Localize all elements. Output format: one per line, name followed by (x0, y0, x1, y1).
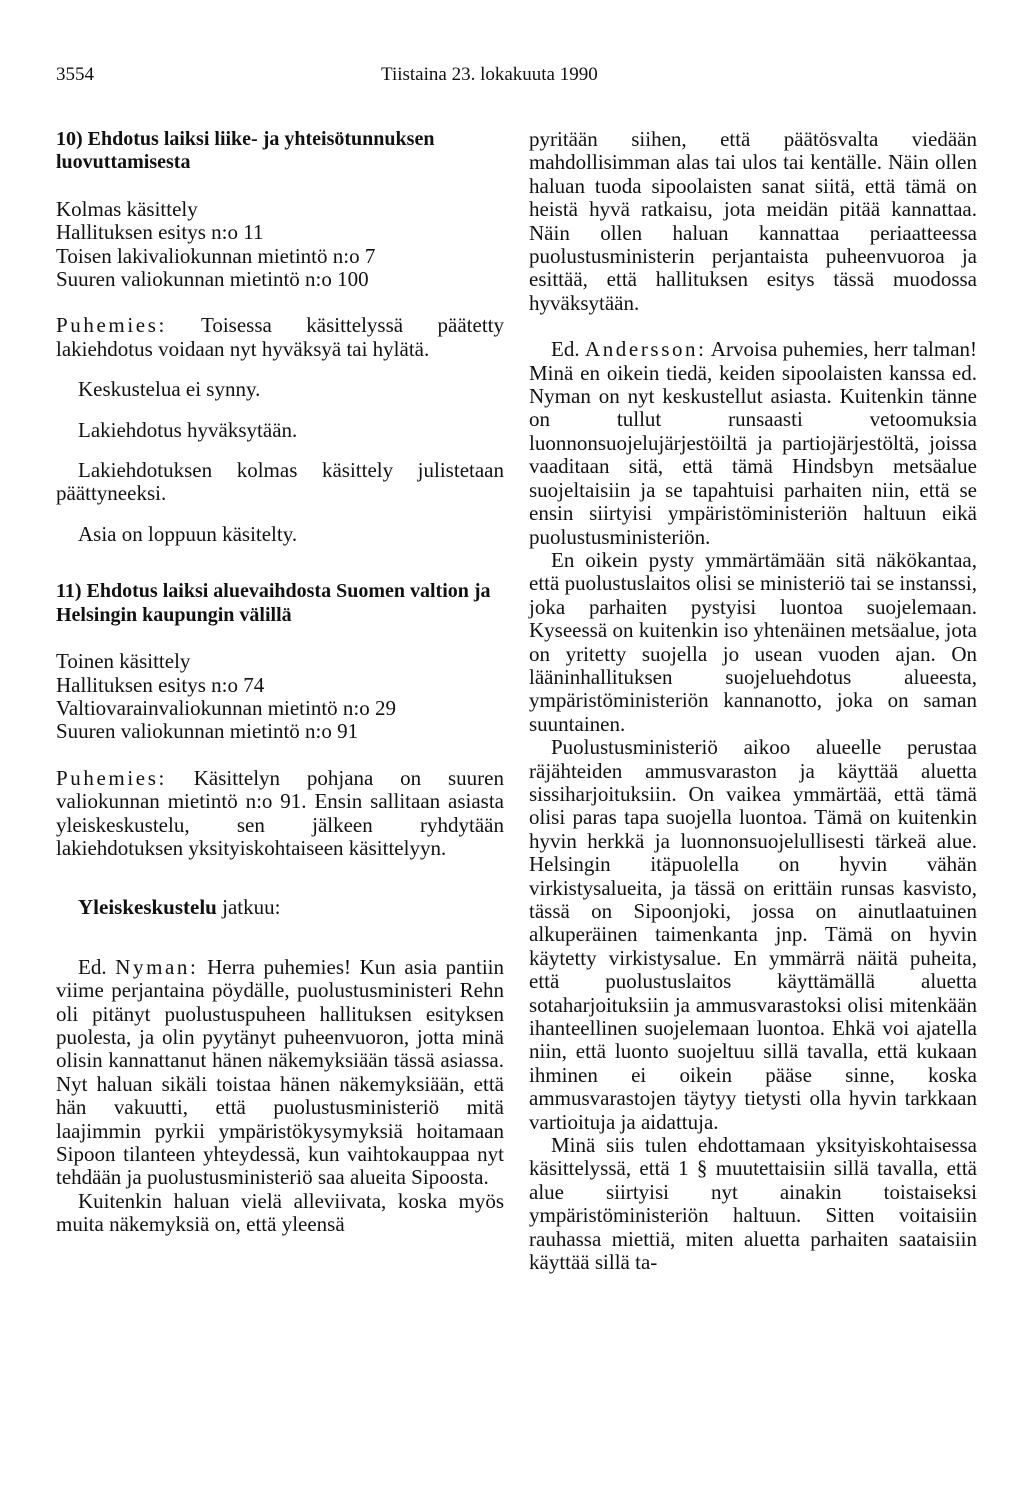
meta-line: Toinen käsittely (56, 649, 191, 674)
andersson-speech (529, 338, 977, 549)
speaker-name: Andersson: (584, 337, 707, 362)
item-10-line: Lakiehdotus hyväksytään. (78, 417, 298, 442)
ed-prefix: Ed. (551, 337, 585, 362)
ed-prefix: Ed. (78, 954, 116, 979)
item-11-meta (56, 650, 504, 744)
speech-text: Herra puhemies! Kun asia pantiin viime perjantaina pöydälle, puolustusministeri Rehn oli pitänyt puolustuspuheen hallituksen esityksen puolesta, ja olin pyytänyt puheenvuoron, jotta minä olisin kannattanut hänen näkemyksiään tässä asiassa. Nyt haluan sikäli toistaa hänen näkemyksiään, että hän vakuutti, että puolustusministeriö mitä laajimmin pyrkii ympäristökysymyksiä hoitamaan Sipoon tilanteen yhteydessä, kun vaihtokauppaa nyt tehdään ja puolustusministeriö saa alueita Sipoosta. (56, 954, 504, 1190)
meta-line: Valtiovarainvaliokunnan mietintö n:o 29 (56, 695, 397, 720)
item-10-line: Lakiehdotuksen kolmas käsittely julistetaan päättyneeksi. (56, 458, 504, 506)
item-11-speaker-paragraph (56, 767, 504, 861)
paragraph: En oikein pysty ymmärtämään sitä näkökantaa, että puolustuslaitos olisi se ministeriö tai se instanssi, joka parhaiten pystyisi luontoa suojelemaan. Kyseessä on kuitenkin iso yhtenäinen metsäalue, jota on yritetty suojella jo usean vuoden ajan. On lääninhallituksen suojeluehdotus alueesta, ympäristöministeriön kannanotto, joka on saman suuntainen. (529, 547, 977, 736)
speaker-name: Nyman: (115, 954, 199, 979)
item-10-heading: 10) Ehdotus laiksi liike- ja yhteisötunnuksen luovuttamisesta (56, 128, 435, 174)
meta-line: Hallituksen esitys n:o 74 (56, 672, 265, 697)
nyman-speech-continued: Kuitenkin haluan vielä alleviivata, koska myös muita näkemyksiä on, että yleensä (56, 1188, 504, 1237)
meta-line: Suuren valiokunnan mietintö n:o 91 (56, 719, 359, 744)
meta-line: Suuren valiokunnan mietintö n:o 100 (56, 267, 369, 292)
item-10-meta (56, 198, 504, 292)
speaker-text: Käsittelyn pohjana on suuren valiokunnan mietintö n:o 91. Ensin sallitaan asiasta yleiskeskustelu, sen jälkeen ryhdytään lakiehdotuksen yksityiskohtaiseen käsittelyyn. (56, 765, 504, 860)
paragraph: Puolustusministeriö aikoo alueelle perustaa räjähteiden ammusvaraston ja käyttää aluetta sissiharjoituksiin. On vaikea ymmärtää, että tämä olisi paras tapa suojella luontoa. Tämä on kuitenkin hyvin herkkä ja luonnonsuojelullisesti tärkeä alue. Helsingin itäpuolella on hyvin vähän virkistysalueita, ja tässä on erittäin runsas kasvisto, tässä on Sipoonjoki, jossa on ainutlaatuinen alkuperäinen taimenkanta jnp. Tämä on hyvin käytetty virkistysalue. En ymmärrä näitä puheita, että puolustuslaitos käyttämällä aluetta sotaharjoituksiin ja ammusvarastoksi olisi mitenkään ihanteellinen suojelemaan luontoa. Ehkä voi ajatella niin, että luonto suojeltuu sillä tavalla, että kukaan ihminen ei oikein pääse sinne, koska ammusvarastojen täytyy tietysti olla hyvin tarkkaan vartioituja ja aidattuja. (529, 735, 977, 1134)
item-10-line: Keskustelua ei synny. (78, 377, 261, 402)
item-10-speaker-paragraph (56, 314, 504, 361)
item-10-line: Asia on loppuun käsitelty. (78, 521, 298, 546)
general-discussion-rest: jatkuu: (216, 895, 281, 920)
page-date: Tiistaina 23. lokakuuta 1990 (381, 64, 598, 85)
left-column (56, 128, 504, 1237)
meta-line: Toisen lakivaliokunnan mietintö n:o 7 (56, 243, 376, 268)
paragraph: pyritään siihen, että päätösvalta viedään mahdollisimman alas tai ulos tai kentälle. Näin ollen haluan tuoda sipoolaisten sanat siitä, että tämä on heistä hyvä ratkaisu, jota meidän pitää kannattaa. Näin ollen haluan kannattaa periaatteessa puolustusministerin perjantaista puheenvuoroa ja esittää, että hallituksen esitys tässä muodossa hyväksytään. (529, 127, 977, 315)
general-discussion (56, 896, 504, 919)
item-11-heading: 11) Ehdotus laiksi aluevaihdosta Suomen valtion ja Helsingin kaupungin välillä (56, 580, 491, 626)
general-discussion-title: Yleiskeskustelu (78, 895, 217, 920)
speaker-name: Puhemies: (56, 765, 167, 790)
nyman-speech (56, 956, 504, 1190)
meta-line: Hallituksen esitys n:o 11 (56, 220, 264, 245)
speaker-name: Puhemies: (56, 313, 167, 338)
speaker-text: Toisessa käsittelyssä päätetty lakiehdotus voidaan nyt hyväksyä tai hylätä. (56, 313, 504, 361)
paragraph: Minä siis tulen ehdottamaan yksityiskohtaisessa käsittelyssä, että 1 § muutettaisiin sillä tavalla, että alue siirtyisi nyt ainakin toistaiseksi ympäristöministeriön haltuun. Sitten voitaisiin rauhassa miettiä, miten aluetta parhaiten saataisiin käyttää sillä ta- (529, 1133, 977, 1275)
meta-line: Kolmas käsittely (56, 196, 198, 221)
page-number: 3554 (56, 64, 94, 85)
page-header (56, 64, 964, 94)
speech-text: Arvoisa puhemies, herr talman! Minä en oikein tiedä, keiden sipoolaisten kanssa ed. Nyman on nyt keskustellut asiasta. Kuitenkin tänne on tullut runsaasti vetoomuksia luonnonsuojelujärjestöiltä ja partiojärjestöltä, joissa vaaditaan sitä, että tämä Hindsbyn metsäalue suojeltaisiin ja se tapahtuisi parhaiten niin, että se ensin siirtyisi ympäristöministeriön haltuun eikä puolustusministeriön. (529, 337, 978, 549)
right-column (529, 128, 977, 1275)
